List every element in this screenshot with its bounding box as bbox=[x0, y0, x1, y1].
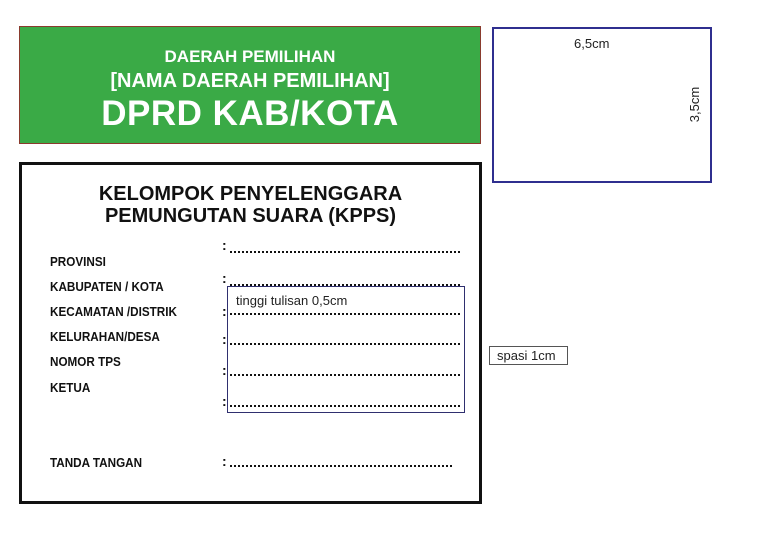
text-height-note-box bbox=[227, 286, 465, 413]
form-title-line2: PEMUNGUTAN SUARA (KPPS) bbox=[104, 205, 397, 227]
field-colon: : bbox=[222, 270, 227, 286]
banner-heading: DAERAH PEMILIHAN bbox=[164, 47, 336, 66]
field-colon: : bbox=[222, 303, 227, 319]
form-title bbox=[22, 183, 479, 227]
field-label-kelurahan: KELURAHAN/DESA bbox=[50, 329, 160, 344]
height-dimension-label: 3,5cm bbox=[687, 86, 703, 123]
field-label-provinsi: PROVINSI bbox=[50, 254, 106, 269]
banner-title: DPRD KAB/KOTA bbox=[101, 94, 399, 133]
kpps-form-card bbox=[19, 162, 482, 504]
field-colon: : bbox=[222, 237, 227, 253]
field-label-kecamatan: KECAMATAN /DISTRIK bbox=[50, 304, 177, 319]
field-fill-line bbox=[230, 251, 460, 253]
field-label-ketua: KETUA bbox=[50, 380, 91, 395]
field-colon: : bbox=[222, 362, 227, 378]
field-colon: : bbox=[222, 331, 227, 347]
signature-colon: : bbox=[222, 453, 227, 469]
field-label-kabupaten: KABUPATEN / KOTA bbox=[50, 279, 164, 294]
spacing-note: spasi 1cm bbox=[489, 346, 568, 365]
field-colon: : bbox=[222, 393, 227, 409]
text-height-note: tinggi tulisan 0,5cm bbox=[236, 293, 348, 308]
signature-fill-line bbox=[230, 465, 452, 467]
electoral-district-banner bbox=[19, 26, 481, 144]
size-reference-box bbox=[492, 27, 712, 183]
field-label-nomor-tps: NOMOR TPS bbox=[50, 354, 121, 369]
signature-label: TANDA TANGAN bbox=[50, 455, 143, 470]
width-dimension-label: 6,5cm bbox=[574, 36, 610, 51]
banner-district-name: [NAMA DAERAH PEMILIHAN] bbox=[110, 70, 390, 92]
form-title-line1: KELOMPOK PENYELENGGARA bbox=[98, 183, 403, 205]
